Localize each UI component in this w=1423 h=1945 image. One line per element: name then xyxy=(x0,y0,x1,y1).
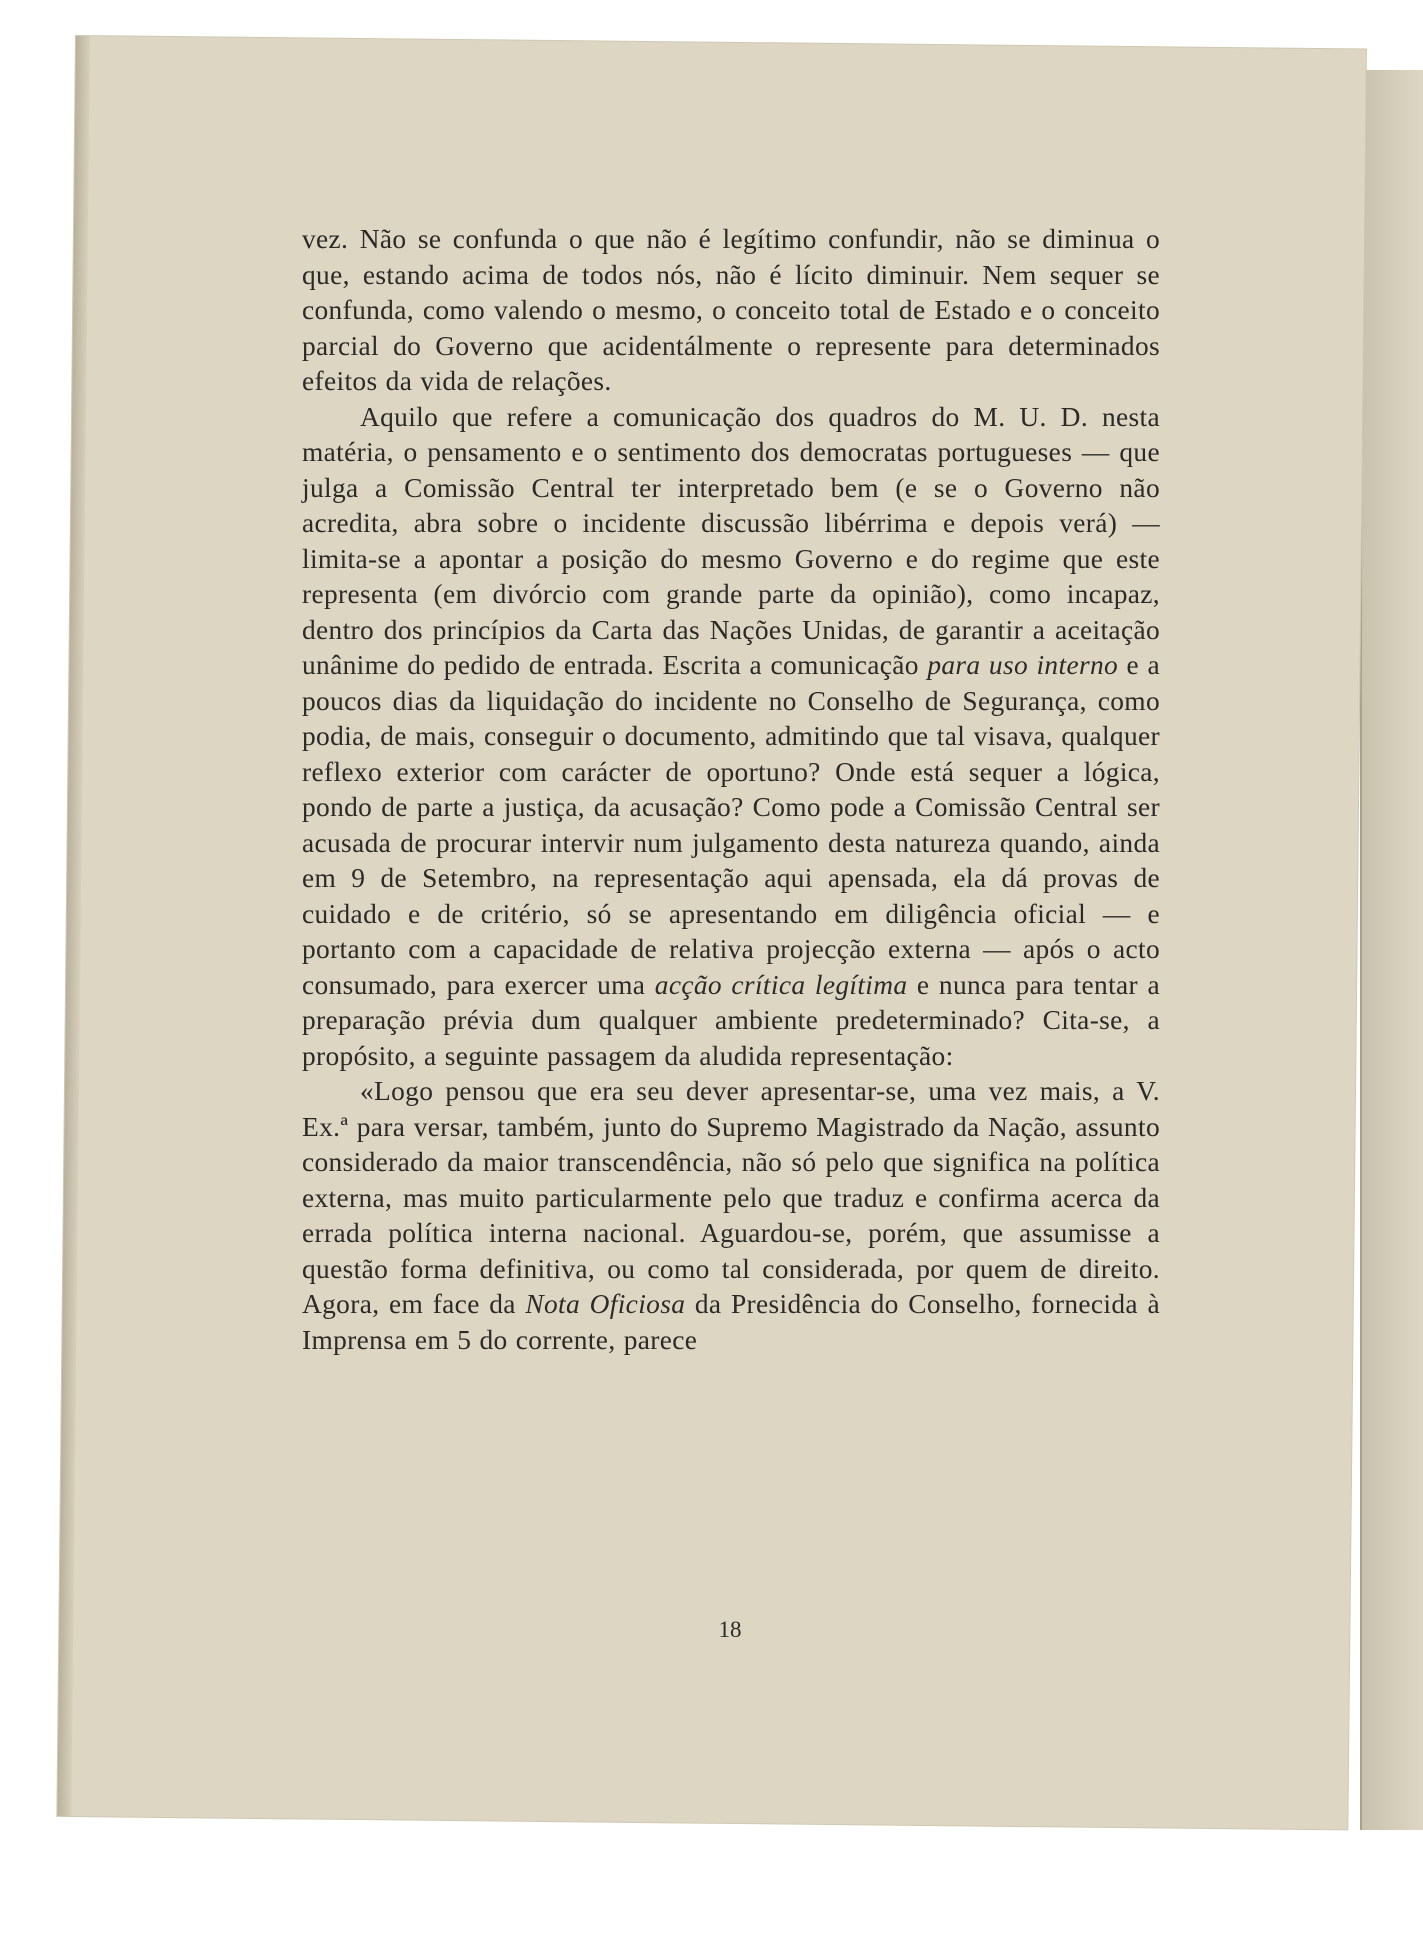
paragraph-2-text-a: Aquilo que refere a comunicação dos quadros do M. U. D. nesta matéria, o pensamento e o sentimento dos democratas portugueses — que julga a Comissão Central ter interpretado bem (e se o Governo não acredita, abra sobre o incidente discussão libérrima e depois verá) — limita-se a apontar a posição do mesmo Governo e do regime que este representa (em divórcio com grande parte da opinião), como incapaz, dentro dos princípios da Carta das Nações Unidas, de garantir a aceitação unânime do pedido de entrada. Escrita a comunicação xyxy=(302,401,1160,680)
facing-page-edge xyxy=(1360,70,1423,1830)
paragraph-2-italic-a: para uso interno xyxy=(927,650,1119,680)
page-number: 18 xyxy=(718,1617,742,1642)
paragraph-3-quotation xyxy=(302,1074,1160,1358)
body-text xyxy=(302,222,1160,1358)
paragraph-2-text-c: e nunca para tentar a preparação prévia dum qualquer ambiente predeterminado? Cita-se, a propósito, a seguinte passagem da aludida representação: xyxy=(302,969,1160,1071)
paragraph-2-italic-b: acção crítica legítima xyxy=(654,969,908,1000)
paragraph-3-text-a: «Logo pensou que era seu dever apresentar-se, uma vez mais, a V. Ex.ª para versar, também, junto do Supremo Magistrado da Nação, assunto considerado da maior transcendência, não só pelo que significa na política externa, mas muito particularmente pelo que traduz e confirma acerca da errada política interna nacional. Aguardou-se, porém, que assumisse a questão forma definitiva, ou como tal considerada, por quem de direito. Agora, em face da xyxy=(302,1076,1160,1319)
paragraph-2 xyxy=(302,400,1160,1075)
paragraph-1 xyxy=(302,222,1160,400)
paragraph-3-italic: Nota Oficiosa xyxy=(525,1289,686,1319)
paragraph-1-text: vez. Não se confunda o que não é legítimo confundir, não se diminua o que, estando acima de todos nós, não é lícito diminuir. Nem sequer se confunda, como valendo o mesmo, o conceito total de Estado e o conceito parcial do Governo que acidentálmente o represente para determinados efeitos da vida de relações. xyxy=(302,224,1160,396)
paragraph-2-text-b: e a poucos dias da liquidação do incidente no Conselho de Segurança, como podia, de mais, conseguir o documento, admitindo que tal visava, qualquer reflexo exterior com carácter de oportuno? Onde está sequer a lógica, pondo de parte a justiça, da acusação? Como pode a Comissão Central ser acusada de procurar intervir num julgamento desta natureza quando, ainda em 9 de Setembro, na representação aqui apensada, ela dá provas de cuidado e de critério, só se apresentando em diligência oficial — e portanto com a capacidade de relativa projecção externa — após o acto consumado, para exercer uma xyxy=(302,650,1160,1000)
paragraph-3-text-b: da Presidência do Conselho, fornecida à Imprensa em 5 do corrente, parece xyxy=(302,1289,1160,1355)
